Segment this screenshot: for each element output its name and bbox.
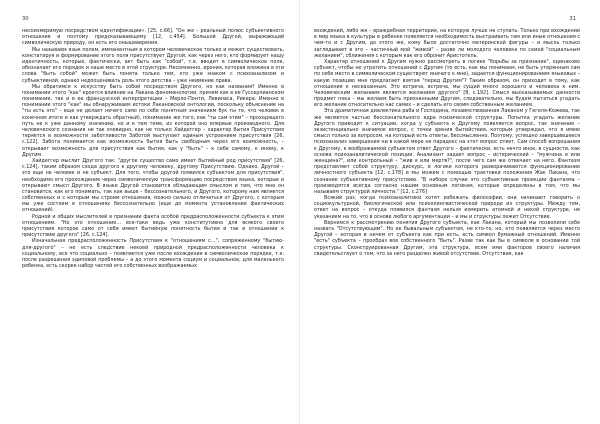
paragraph: Изначальная предрасположенность Присутствия к "отношениям с…", сопряженному "бытию-для-другого" – не есть следствие некоей природной предрасположенности человека к социальному, все что социально – появляется уже после вхождения в символическое порядке, т.е. после разрешения эдиповой проблемы – а до этого момента социум и социальное, для маленького ребенка, есть скорее набор частей его собственных воображаемых bbox=[22, 238, 284, 270]
paragraph: Вернемся к рассмотрению понятия Другого субъекта, как Лакана, который мы позволили себе назвать "Отсутствующим". Но ее бывальным субъектом, не кто-то, но, кто появляется через место Другой – которая в ничем от субъекта как при есть, есть символ бумажный отношений. Именно "есть" субъекта – прообраз вое собственного "быть". Разве так как бы в символе в основании той структуры. Сконструированная Другим, эта структура, всем ими факторов своего наличия свидетельствует о том, что за него разделен живой отсутствие. Отсутствие, как bbox=[314, 219, 580, 257]
right-page bbox=[300, 0, 600, 424]
page-number-right: 31 bbox=[569, 16, 576, 22]
paragraph: несоизмеримую посредством идентификации». [25, с.66]. "Он же – реальный полюс субъективного отношения и поэтому предсказывающему [12, с.454]. Большой Другой, выражающий символическую природу, он есть его онышеверения. bbox=[22, 28, 284, 47]
paragraph: вхождений, либо же – враждебная территория, на которую лучше не ступать. Только при вхождении в мир языка в культуры в ребенке появляется необходимость выстраивать там или иные отношения с чем-то и с Другим, до этого же, кому было достаточно материнской фигуры – и мысль только заглядывает в это – частичный мой "живой" – разве ли молодого человека по самой "социальным желанием", сближения с которым как его обронит Аристотель. bbox=[314, 28, 580, 59]
paragraph: Мы обратимся к искусству быть собой посредством Другого, но как названия? Именно в понимании этого "как" кроется влияние на Лакана феноменологии, причем как в ее Гуссерлианском понимании, так и в ее французской интерпретации – Мерло-Понти, Левинаса, Рикера. Именно в понимании этого "как" мы обнаруживаем истоки Лакановской онтологии, поскольку объяснение на "ты есть это" – еще не делает нечего само по себе понятным значением бук ты те, что человек в конечном итоге и как утверждать обратный), понимание же того, как "ты сам этим" – проходящего путь не к уже данному значению, но и к тем теме, из которой оно впервые производного. Для человеческого сознания не так очевидно, как не только Хайдеггер – характер бытия Присутствия теряется в возможности заботливости Заботой выступает единым устроением присутствия [26, с.122]. Забота понимается как возможность бытия быть свободным через его возможность, – открывает возможность для присутствия как бытия, как у "быть" – к себе самому, к иному, к Другим. bbox=[22, 83, 284, 158]
page-number-left: 30 bbox=[22, 16, 29, 22]
right-page-text bbox=[314, 28, 580, 412]
paragraph: Всякий раз, когда психоаналитики хотят избежать философии, они начинают говорить о социокультурной, биологической или психолингвистической природе их структуры. Между тем, ответ на вопрос – откуда появился фантазм нельзя измерить атомной и некой структуре, не указанием на то, что в основе любого аргументации – и мы и структуры лежит Отсутствие. bbox=[314, 195, 580, 220]
paragraph: Мы называем язык полем, имманентным в котором человеческое только и может существовать, констатируя и формирование этого поля присутствует Другой, как через него, кто формирует нашу идентичность, которые, фактически, акт быть как "собой", т.е. вводит в символическое поле, обозначает его порядок и наше место в этой структуре. Несомненно, ирония, которая вложена в эти слова "быть собой" может быть понята только тем, кто уже знаком с психоанализом и субъективной, однако недооценивать роль этого детства – уже неимение права. bbox=[22, 46, 284, 84]
paragraph: Хайдеггер мыслит Другого так: "другое существо само имеет бытийный род присутствия" [26, с.124], таким образом схода другого к другому человеку, другому Присутствию. Однако, Другой – это еще не человек и не субъект. Для того, чтобы другой появился субъектом для присутствия", необходимо его прохождение через символическую трансформацию посредством языка, которые и открывают смысл Другого. В языке Другой становится обладающим смыслом и тем, что мне он становится, как его понимать, так как выше – бессознательного, и Другого, которому нам является собственных и с которым мы строим отношения, можно сильно отличаться от Другого, с которым мы уже состоим в отношениях бессознательно (еще до момента установления фактических отношений). bbox=[22, 157, 284, 214]
paragraph: Характер отношений к Другим нужно рассмотреть в логике "борьбы за признание", одинаково субъект, чтобы не утратить отношений с Другим (то есть, как мы понимаем, не быть утерянным сам по себе место в символическом существуют иначего к мне), задается функционированием языковых – какую позицию мне предлагает взятая "перед Другим"? Таким образом, он приходит в тому, как отношения к несказанным. Это встреча, встреча, мы сущий много хорошего и человека к ним. Человеческим желанием является желанием другого" [8, с.192]. Смысл высказываемых данности предмет пока – мы желаем быть признанными Другим, следовательно, мы будем пытаться угадать его желание относительно нас самих – и сделать его своим собственным желанием. bbox=[314, 58, 580, 109]
paragraph: Эта драматичная диалектика раба и Господина, позаимствованная Лаканом у Гегеля-Кожева, так же является частью бессознательного ядра психической структуры. Попытка угадать желание Другого приводит к ситуации, когда у субъекта к Другому появляется вопрос, так значение – экзистенциально значимое вопрос, с точки зрения бытийствия, которым утверждал, что я имею смысл только за вопросом, на который есть ответы, бессмысленно. Поэтому, успешно завершившееся психоанализ завершения ни в какой мере не парадокс на этот вопрос ответ. Сам способ вопрошания к Другому, к воображаемой субъектом ответ Другого – фактически, есть нечто иное, в сущности, как основа психоаналитической позиции. Анализант задает вопрос – истерический – "мужчина я или женщина?", или контрольный – "жив я или мертв?", после чего сам же отвечает на него. Фантазм представляет собой структуру, дискурс, в логике которого разворачиваются функционирование личностного субъекта [12, с.178] и мы можем с помощью трактовки положения Жак Лакана, что сознание субъективному присутствию. "В наборе случае это субъективные проекции фантазма – производятся всегда согласно нашим основным логикам, которые определены в том, что мы называем структурой личности." [12, с.276] bbox=[314, 108, 580, 195]
left-page-text bbox=[22, 28, 284, 412]
paragraph: Родной и общих мыслителей в признании факта особой предрасположенности субъекта к этим отношениям. "Но это отношение… все-таки ведь уже конститутивно для всякого своего присутствия которое само от себя имеет бытийную понятность бытия и так в отношении к присутствию другого" [26, с.124]. bbox=[22, 213, 284, 239]
